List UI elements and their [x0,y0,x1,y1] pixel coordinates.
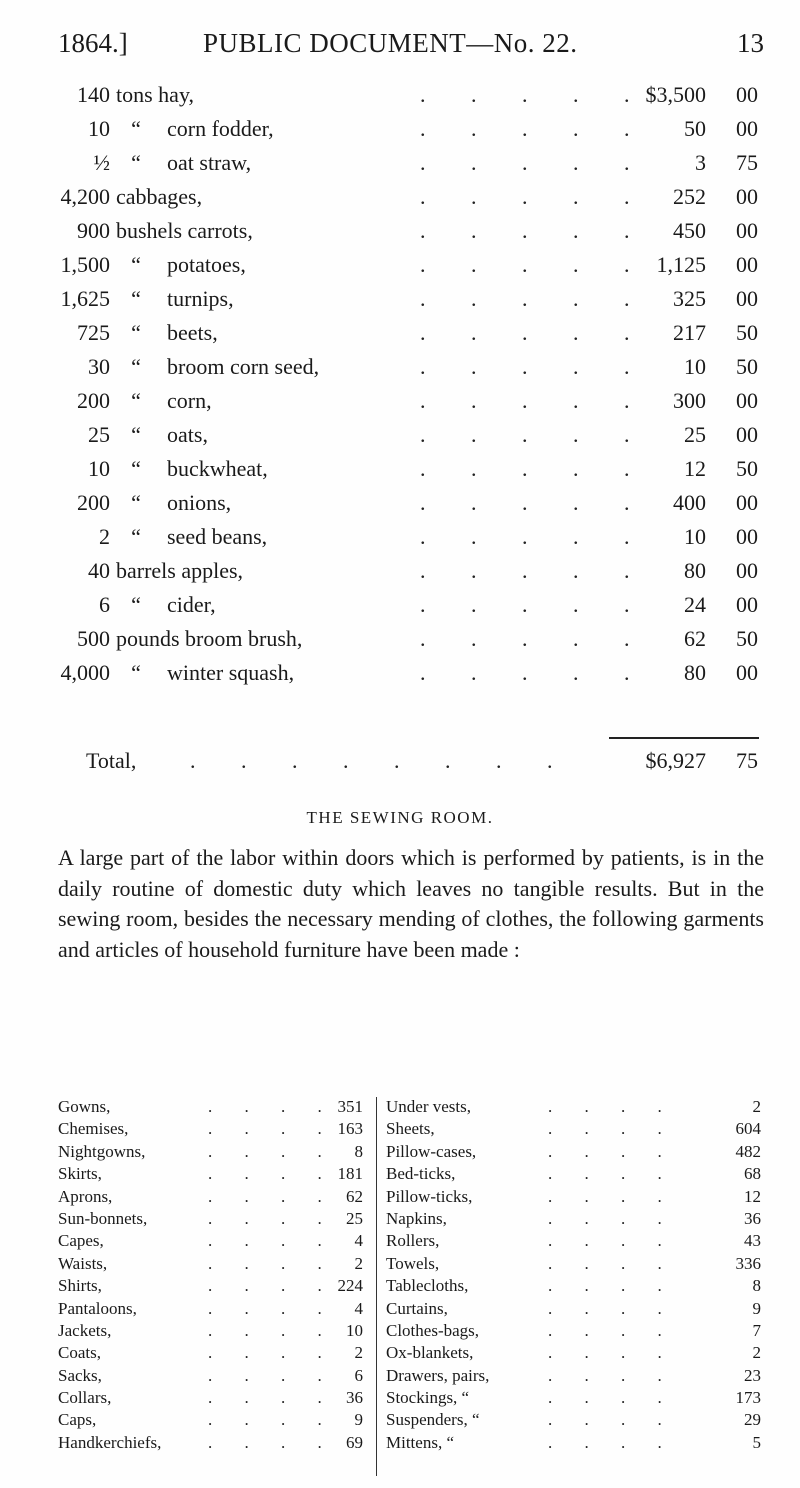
article-count: 2 [752,1097,761,1116]
leader-dots: . . . . [548,1208,676,1228]
leader-dots: . . . . [208,1253,336,1273]
garment-name: Handkerchiefs, [58,1432,162,1452]
leader-dots: . . . . . [420,524,650,549]
article-count: 68 [744,1164,761,1184]
produce-item: corn fodder, [167,116,274,141]
garment-name: Shirts, [58,1276,102,1296]
article-name: Clothes-bags, [386,1320,480,1340]
garment-count: 9 [354,1410,363,1430]
leader-dots: . . . . . [420,660,650,685]
leader-dots: . . . . [548,1253,676,1273]
article-name: Stockings, “ [386,1388,470,1408]
produce-dollars: 10 [684,524,706,549]
produce-row [0,660,800,694]
leader-dots: . . . . [548,1298,676,1318]
leader-dots: . . . . . [420,422,650,447]
article-name: Napkins, [386,1208,447,1228]
garment-row [58,1388,768,1410]
produce-row [0,252,800,286]
produce-row [0,490,800,524]
produce-dollars: 12 [684,456,706,481]
produce-table [0,82,800,694]
garment-count: 69 [346,1432,363,1452]
article-count: 5 [752,1432,761,1452]
produce-item: winter squash, [167,660,295,685]
leader-dots: . . . . [548,1365,676,1385]
article-count: 9 [752,1298,761,1318]
produce-dollars: 10 [684,354,706,379]
article-count: 23 [744,1365,761,1385]
leader-dots: . . . . [548,1276,676,1296]
produce-item: oats, [167,422,208,447]
produce-quantity: 2 [99,524,110,549]
produce-row [0,150,800,184]
ditto-mark: “ [131,456,141,481]
produce-unit: pounds broom brush, [116,626,303,651]
article-name: Bed-ticks, [386,1164,456,1184]
leader-dots: . . . . . [420,558,650,583]
produce-quantity: 725 [77,320,110,345]
produce-dollars: 24 [684,592,706,617]
garment-name: Jackets, [58,1320,112,1340]
ditto-mark: “ [131,490,141,515]
produce-dollars: 25 [684,422,706,447]
produce-dollars: 50 [684,116,706,141]
leader-dots: . . . . . . . . [190,748,573,773]
article-count: 12 [744,1186,761,1206]
produce-quantity: 200 [77,490,110,515]
leader-dots: . . . . [548,1388,676,1408]
leader-dots: . . . . [208,1231,336,1251]
leader-dots: . . . . . [420,82,650,107]
article-name: Under vests, [386,1097,471,1116]
leader-dots: . . . . . [420,354,650,379]
article-name: Pillow-ticks, [386,1186,473,1206]
produce-cents: 50 [736,456,758,481]
produce-unit: bushels carrots, [116,218,253,243]
leader-dots: . . . . . [420,626,650,651]
article-name: Ox-blankets, [386,1343,474,1363]
article-count: 7 [752,1320,761,1340]
produce-row [0,626,800,660]
garment-count: 2 [354,1253,363,1273]
leader-dots: . . . . [208,1298,336,1318]
garment-count: 10 [346,1320,363,1340]
produce-row [0,116,800,150]
garment-count: 8 [354,1141,363,1161]
ditto-mark: “ [131,524,141,549]
leader-dots: . . . . . [420,456,650,481]
produce-cents: 00 [736,116,758,141]
leader-dots: . . . . . [420,150,650,175]
produce-cents: 00 [736,422,758,447]
produce-quantity: 10 [88,116,110,141]
produce-row [0,388,800,422]
produce-unit: cabbages, [116,184,203,209]
produce-quantity: 140 [77,82,110,107]
produce-quantity: 1,500 [60,252,110,277]
leader-dots: . . . . . [420,184,650,209]
ditto-mark: “ [131,320,141,345]
garment-name: Chemises, [58,1119,129,1139]
header-year: 1864.] [58,28,128,58]
leader-dots: . . . . [548,1410,676,1430]
article-count: 8 [752,1276,761,1296]
garment-count: 2 [354,1343,363,1363]
produce-cents: 00 [736,184,758,209]
article-count: 336 [735,1253,761,1273]
produce-quantity: 40 [88,558,110,583]
produce-quantity: 30 [88,354,110,379]
leader-dots: . . . . [548,1231,676,1251]
leader-dots: . . . . [208,1141,336,1161]
leader-dots: . . . . [208,1164,336,1184]
article-name: Drawers, pairs, [386,1365,490,1385]
ditto-mark: “ [131,592,141,617]
produce-unit: tons hay, [116,82,195,107]
produce-dollars: 252 [673,184,706,209]
leader-dots: . . . . [548,1320,676,1340]
garment-row [58,1433,768,1455]
leader-dots: . . . . [548,1141,676,1161]
article-name: Mittens, “ [386,1432,454,1452]
produce-row [0,456,800,490]
leader-dots: . . . . [548,1097,676,1116]
garment-count: 36 [346,1388,363,1408]
leader-dots: . . . . . [420,490,650,515]
garment-row [58,1276,768,1298]
article-name: Rollers, [386,1231,440,1251]
ditto-mark: “ [131,388,141,413]
produce-quantity: 10 [88,456,110,481]
produce-cents: 00 [736,388,758,413]
produce-dollars: 400 [673,490,706,515]
garment-row [58,1299,768,1321]
ditto-mark: “ [131,150,141,175]
leader-dots: . . . . . [420,252,650,277]
produce-item: seed beans, [167,524,268,549]
section-title: THE SEWING ROOM. [306,808,494,827]
garment-name: Capes, [58,1231,104,1251]
produce-cents: 75 [736,150,758,175]
total-dollars: $6,927 [645,748,706,773]
produce-cents: 00 [736,286,758,311]
produce-item: broom corn seed, [167,354,320,379]
leader-dots: . . . . [548,1432,676,1452]
garment-count: 351 [337,1097,363,1116]
produce-row [0,422,800,456]
garment-count: 4 [354,1231,363,1251]
leader-dots: . . . . [208,1343,336,1363]
produce-quantity: 4,000 [60,660,110,685]
garment-row [58,1209,768,1231]
produce-cents: 00 [736,660,758,685]
produce-item: oat straw, [167,150,252,175]
produce-row [0,218,800,252]
garment-name: Nightgowns, [58,1141,146,1161]
produce-row [0,184,800,218]
produce-cents: 00 [736,558,758,583]
leader-dots: . . . . . [420,218,650,243]
leader-dots: . . . . [208,1410,336,1430]
total-cents: 75 [736,748,758,773]
article-count: 173 [735,1388,761,1408]
produce-cents: 00 [736,592,758,617]
garment-count: 62 [346,1186,363,1206]
page-header [58,28,764,68]
garment-name: Skirts, [58,1164,102,1184]
leader-dots: . . . . [208,1186,336,1206]
page-number: 13 [737,28,764,58]
produce-cents: 00 [736,252,758,277]
produce-dollars: 217 [673,320,706,345]
leader-dots: . . . . . [420,320,650,345]
produce-dollars: 62 [684,626,706,651]
leader-dots: . . . . [548,1164,676,1184]
garment-name: Aprons, [58,1186,113,1206]
garment-row [58,1164,768,1186]
article-name: Pillow-cases, [386,1141,477,1161]
leader-dots: . . . . [208,1320,336,1340]
garment-name: Waists, [58,1253,108,1273]
ditto-mark: “ [131,116,141,141]
garment-row [58,1097,768,1119]
leader-dots: . . . . . [420,116,650,141]
produce-quantity: ½ [93,150,110,175]
leader-dots: . . . . [208,1388,336,1408]
produce-row [0,558,800,592]
article-count: 2 [752,1343,761,1363]
article-count: 36 [744,1208,761,1228]
article-count: 604 [735,1119,761,1139]
garment-count: 25 [346,1208,363,1228]
sum-rule [609,737,759,739]
produce-cents: 00 [736,82,758,107]
produce-cents: 50 [736,320,758,345]
article-name: Towels, [386,1253,440,1273]
produce-item: potatoes, [167,252,246,277]
ditto-mark: “ [131,354,141,379]
leader-dots: . . . . . [420,592,650,617]
leader-dots: . . . . [208,1365,336,1385]
ditto-mark: “ [131,252,141,277]
produce-cents: 50 [736,626,758,651]
produce-quantity: 200 [77,388,110,413]
leader-dots: . . . . [208,1276,336,1296]
produce-dollars: 1,125 [656,252,706,277]
produce-row [0,286,800,320]
produce-row [0,524,800,558]
article-count: 43 [744,1231,761,1251]
header-title: PUBLIC DOCUMENT—No. 22. [203,28,578,58]
leader-dots: . . . . [548,1119,676,1139]
leader-dots: . . . . . [420,286,650,311]
produce-dollars: 80 [684,558,706,583]
produce-item: cider, [167,592,216,617]
leader-dots: . . . . [548,1186,676,1206]
garment-count: 163 [337,1119,363,1139]
total-row [0,748,800,782]
garment-name: Caps, [58,1410,97,1430]
garment-name: Gowns, [58,1097,111,1116]
article-name: Sheets, [386,1119,435,1139]
garment-name: Pantaloons, [58,1298,137,1318]
garment-name: Collars, [58,1388,112,1408]
ditto-mark: “ [131,422,141,447]
produce-item: turnips, [167,286,234,311]
article-count: 29 [744,1410,761,1430]
garments-table [58,1097,768,1455]
leader-dots: . . . . . [420,388,650,413]
article-name: Suspenders, “ [386,1410,480,1430]
produce-row [0,592,800,626]
produce-quantity: 6 [99,592,110,617]
produce-row [0,82,800,116]
produce-dollars: 3 [695,150,706,175]
produce-item: onions, [167,490,232,515]
garment-count: 224 [337,1276,363,1296]
produce-cents: 00 [736,524,758,549]
produce-dollars: $3,500 [645,82,706,107]
produce-item: beets, [167,320,218,345]
garment-row [58,1321,768,1343]
garment-row [58,1343,768,1365]
article-name: Tablecloths, [386,1276,469,1296]
garment-row [58,1366,768,1388]
produce-dollars: 325 [673,286,706,311]
produce-quantity: 4,200 [60,184,110,209]
garment-row [58,1254,768,1276]
produce-unit: barrels apples, [116,558,244,583]
leader-dots: . . . . [208,1432,336,1452]
produce-dollars: 300 [673,388,706,413]
garment-count: 4 [354,1298,363,1318]
produce-cents: 50 [736,354,758,379]
produce-quantity: 1,625 [60,286,110,311]
garment-row [58,1187,768,1209]
leader-dots: . . . . [208,1208,336,1228]
garment-row [58,1142,768,1164]
garment-name: Sun-bonnets, [58,1208,148,1228]
article-count: 482 [735,1141,761,1161]
total-label: Total, [86,748,137,773]
produce-cents: 00 [736,218,758,243]
garment-row [58,1231,768,1253]
leader-dots: . . . . [208,1097,336,1116]
produce-dollars: 450 [673,218,706,243]
produce-quantity: 500 [77,626,110,651]
garment-count: 181 [337,1164,363,1184]
ditto-mark: “ [131,660,141,685]
article-name: Curtains, [386,1298,448,1318]
garment-row [58,1410,768,1432]
produce-row [0,320,800,354]
body-paragraph: A large part of the labor within doors which is performed by patients, is in the daily routine of domestic duty which leaves no tangible results. But in the sewing room, besides the necessary mending of clothes, the following garments and articles of household furniture have been made : [58,845,764,962]
produce-dollars: 80 [684,660,706,685]
produce-item: buckwheat, [167,456,268,481]
produce-item: corn, [167,388,212,413]
produce-quantity: 900 [77,218,110,243]
garment-name: Coats, [58,1343,101,1363]
garment-count: 6 [354,1365,363,1385]
garment-row [58,1119,768,1141]
garment-name: Sacks, [58,1365,102,1385]
ditto-mark: “ [131,286,141,311]
produce-quantity: 25 [88,422,110,447]
leader-dots: . . . . [548,1343,676,1363]
leader-dots: . . . . [208,1119,336,1139]
produce-row [0,354,800,388]
produce-cents: 00 [736,490,758,515]
